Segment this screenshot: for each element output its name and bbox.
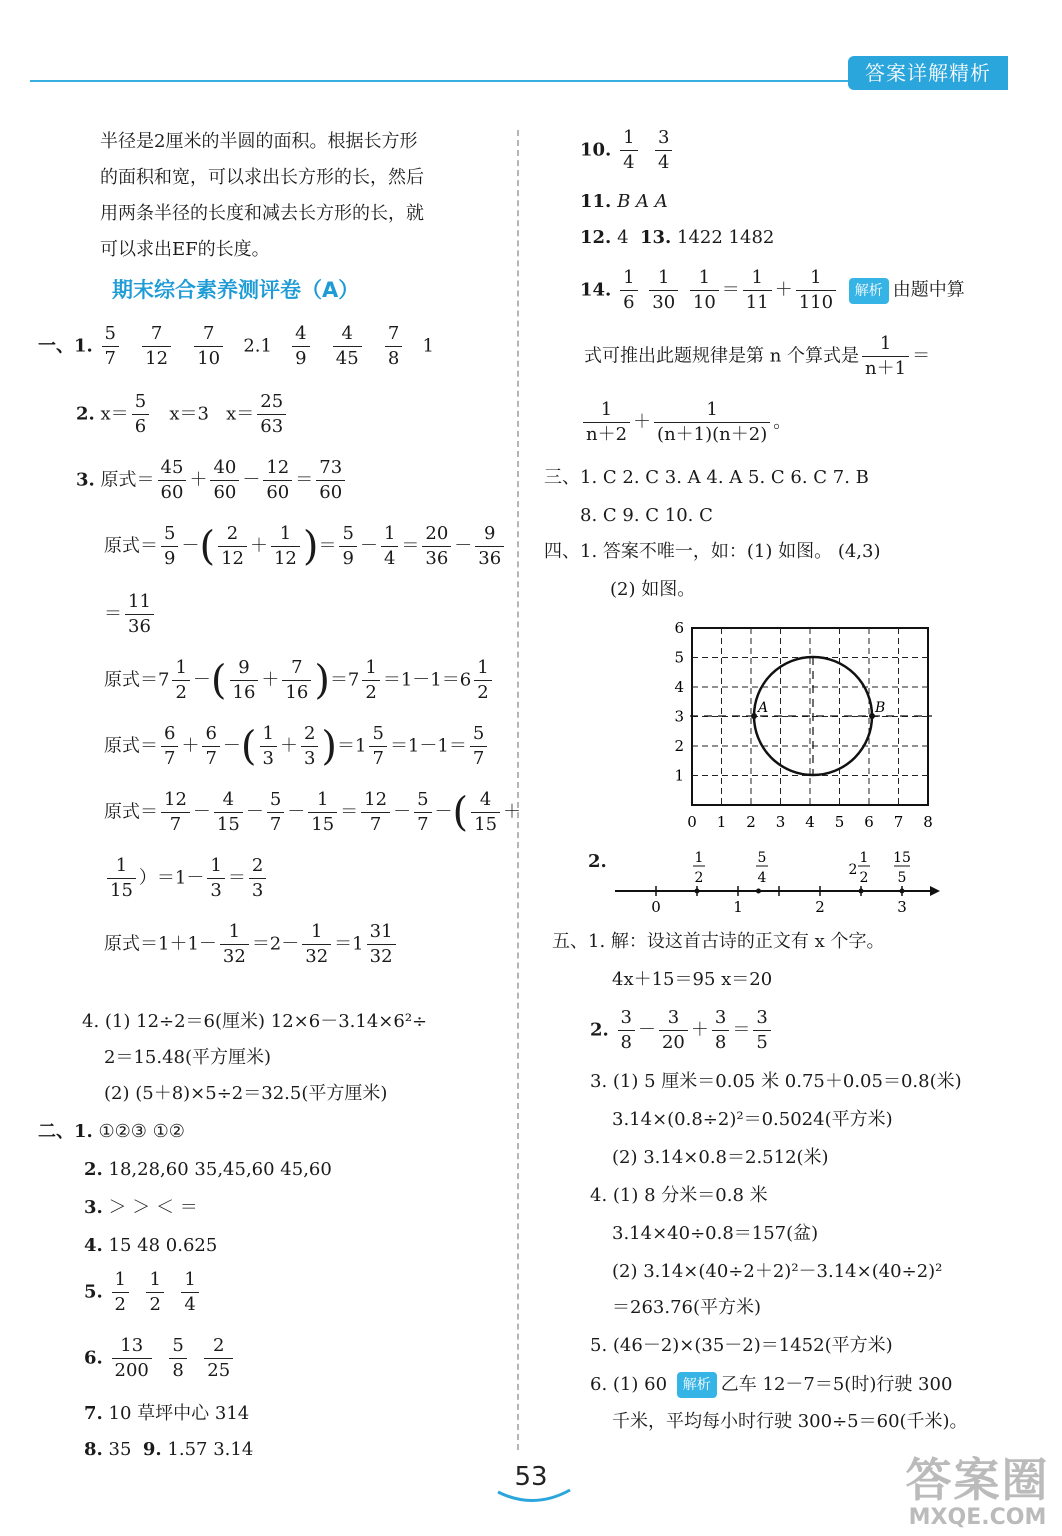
q1-frac-2: $\frac{7}{12}$ (142, 322, 171, 371)
r-q12-label: 12. (580, 227, 612, 248)
s5-q6-tag: 解析 (677, 1372, 717, 1398)
s5-q4-l4: ＝263.76(平方米) (612, 1297, 762, 1318)
q4-line-3: (2) (5＋8)×5÷2＝32.5(平方厘米) (104, 1083, 388, 1104)
r-q14: 14. $\frac{1}{6}$ $\frac{1}{30}$ $\frac{1}{10}$ ＝ $\frac{1}{11}$ ＋ $\frac{1}{110}$ 解析 由题中算 (580, 267, 965, 313)
s5-q4-l3: (2) 3.14×(40÷2＋2)²－3.14×(40÷2)² (612, 1261, 943, 1282)
page-number: 53 (514, 1462, 548, 1492)
s5-q6-b: 乙车 12－7＝5(时)行驶 300 (720, 1374, 953, 1395)
s5-q1-eq: 4x＋15＝95 x＝20 (612, 969, 773, 990)
nl-label-212-whole: 2 (848, 862, 858, 878)
nl-point (859, 889, 864, 894)
q1-frac-7: $\frac{7}{8}$ (385, 322, 402, 371)
s2-q3-val: ＞ ＞ ＜ ＝ (108, 1197, 198, 1218)
x-tick-label: 0 (687, 813, 697, 831)
nl-label-212-num: 1 (859, 850, 869, 866)
y-tick-label: 2 (674, 737, 684, 755)
label-b: B (875, 700, 886, 716)
nl-point (756, 889, 761, 894)
x-tick-label: 6 (864, 813, 874, 831)
q3-r5b: ）＝1－ (138, 867, 205, 889)
q3-row-4: 原式＝ $\frac{6}{7}$ ＋ $\frac{6}{7}$ －( $\frac{1}{3}$ ＋ $\frac{2}{3}$ )＝1 $\frac{5}{7}$ ＝1－1＝ $\frac{5}{7}$ (104, 722, 490, 771)
r-q14-line2: 式可推出此题规律是第 n 个算式是 $\frac{1}{n+1}$ ＝ (584, 333, 931, 379)
r-q14-label: 14. (580, 279, 612, 301)
x-tick-label: 8 (923, 813, 933, 831)
q2-b: x＝3 (169, 403, 209, 425)
q1-row (38, 322, 434, 371)
s2-q1 (38, 1120, 185, 1144)
q3-lead-4: 原式＝ (104, 735, 158, 757)
q3-eq: ＝ (295, 469, 314, 491)
s2-q8 (84, 1438, 253, 1462)
numline-num: 2. (588, 851, 607, 872)
watermark-top: 答案圈 (905, 1453, 1050, 1507)
q2-row: 2. x＝ $\frac{5}{6}$ x＝3 x＝ $\frac{25}{63}$ (76, 390, 289, 439)
s2-q4 (84, 1234, 217, 1258)
r-q10-label: 10. (580, 139, 612, 161)
s2-q3 (84, 1196, 198, 1220)
q3-lead-2: 原式＝ (104, 535, 158, 557)
r-q13-val: 1422 1482 (677, 227, 775, 248)
s5-q4-l1: 4. (1) 8 分米＝0.8 米 (590, 1185, 768, 1206)
x-tick-label: 5 (834, 813, 845, 831)
q3-two: ＝2－ (251, 933, 300, 955)
q3-lead-6: 原式＝ (104, 933, 158, 955)
s4-row-2: (2) 如图。 (610, 579, 696, 600)
x-tick-label: 3 (775, 813, 786, 831)
q3-row-6: 原式＝1＋1－ $\frac{1}{32}$ ＝2－ $\frac{1}{32}$ ＝1 $\frac{31}{32}$ (104, 920, 399, 969)
y-tick-label: 6 (674, 619, 684, 637)
s2-q1-label: 二、1. (38, 1121, 93, 1142)
s5-q6-l2: 千米，平均每小时行驶 300÷5＝60(千米)。 (612, 1411, 968, 1432)
q2-label: 2. (76, 403, 95, 425)
point-a (751, 713, 757, 719)
r-q14-line3: $\frac{1}{n+2}$ ＋ $\frac{1}{(n+1)(n+2)}$ 。 (580, 398, 791, 447)
page-number-swoosh (494, 1488, 574, 1508)
nl-label-54-den: 4 (757, 870, 767, 886)
y-tick-label: 4 (674, 678, 684, 696)
q3-lead-5: 原式＝ (104, 801, 158, 823)
r-q11 (580, 190, 668, 214)
x-tick-label: 1 (716, 813, 727, 831)
r-q14-tag: 解析 (849, 278, 889, 304)
s2-q6: 6. $\frac{13}{200}$ $\frac{5}{8}$ $\frac{2}{25}$ (84, 1334, 236, 1383)
r-q14-text: 由题中算 (892, 279, 965, 301)
y-tick-label: 1 (674, 766, 684, 785)
q3-r4b: ＝1－1＝ (389, 735, 467, 757)
nl-tick-label: 3 (897, 898, 907, 916)
q3-row-3: 原式＝7 $\frac{1}{2}$ －( $\frac{9}{16}$ ＋ $\frac{7}{16}$ )＝7 $\frac{1}{2}$ ＝1－1＝6 $\frac{1}{2}$ (104, 656, 495, 705)
q1-frac-5: $\frac{4}{9}$ (292, 322, 309, 371)
r-q12 (580, 226, 774, 250)
r-q12-val: 4 (617, 227, 629, 248)
nl-label-54-num: 5 (757, 850, 767, 866)
nl-tick-label: 1 (733, 898, 743, 916)
intro-line-2: 的面积和宽，可以求出长方形的长，然后 (100, 167, 424, 188)
x-tick-label: 7 (893, 813, 904, 831)
q4-line-1: 4. (1) 12÷2＝6(厘米) 12×6－3.14×6²÷ (82, 1011, 428, 1032)
r-q10: 10. $\frac{1}{4}$ $\frac{3}{4}$ (580, 126, 675, 175)
s2-q2-label: 2. (84, 1159, 103, 1180)
s5-q3-l3: (2) 3.14×0.8＝2.512(米) (612, 1147, 829, 1168)
s5-q5: 5. (46－2)×(35－2)＝1452(平方米) (590, 1335, 893, 1356)
s2-q1-val: ①②③ ①② (98, 1121, 185, 1142)
q2-a: x＝ (100, 403, 129, 425)
s2-q7-label: 7. (84, 1403, 103, 1424)
q3-lead-3: 原式＝ (104, 669, 158, 691)
q1-frac-3: $\frac{7}{10}$ (194, 322, 223, 371)
q3-label: 3. (76, 469, 95, 491)
nl-label-212-den: 2 (859, 870, 869, 886)
s3-row-1: 三、1. C 2. C 3. A 4. A 5. C 6. C 7. B (544, 467, 869, 488)
watermark-bottom: MXQE.COM (908, 1505, 1047, 1530)
q1-frac-6: $\frac{4}{45}$ (333, 322, 362, 371)
s2-q9-val: 1.57 3.14 (167, 1439, 254, 1460)
s5-q2-label: 2. (590, 1019, 609, 1041)
s2-q4-label: 4. (84, 1235, 103, 1256)
s2-q2 (84, 1158, 332, 1182)
header-rule (30, 80, 860, 82)
s2-q8-label: 8. (84, 1439, 103, 1460)
s5-q2: 2. $\frac{3}{8}$ － $\frac{3}{20}$ ＋ $\frac{3}{8}$ ＝ $\frac{3}{5}$ (590, 1006, 774, 1055)
nl-point (695, 889, 700, 894)
intro-line-1: 半径是2厘米的半圆的面积。根据长方形 (100, 131, 418, 152)
q3-r2c: ＝1 (334, 933, 364, 955)
s2-q3-label: 3. (84, 1197, 103, 1218)
number-line (610, 840, 940, 920)
nl-label-half-den: 2 (694, 870, 704, 886)
numline-label (588, 850, 607, 874)
q3-row-5: 原式＝ $\frac{12}{7}$ － $\frac{4}{15}$ － $\frac{5}{7}$ － $\frac{1}{15}$ ＝ $\frac{12}{7}$ － $\frac{5}{7}$ －( $\frac{4}{15}$ ＋ (104, 789, 522, 836)
s2-q2-val: 18,28,60 35,45,60 45,60 (108, 1159, 332, 1180)
nl-point (900, 889, 905, 894)
q2-c: x＝ (226, 403, 255, 425)
x-tick-label: 2 (746, 813, 756, 831)
y-tick-label: 3 (674, 707, 684, 726)
r-q13-label: 13. (639, 227, 672, 248)
header-tab: 答案详解精析 (848, 56, 1008, 90)
intro-line-3: 用两条半径的长度和减去长方形的长，就 (100, 203, 424, 224)
s2-q8-val: 35 (108, 1439, 132, 1460)
y-tick-label: 5 (674, 648, 684, 667)
r-q11-val: B A A (617, 191, 668, 212)
nl-tick-label: 2 (815, 898, 825, 916)
r-q14-l2: 式可推出此题规律是第 n 个算式是 (584, 345, 860, 367)
s2-q7-val: 10 草坪中心 314 (108, 1403, 250, 1424)
s5-q1: 五、1. 解：设这首古诗的正文有 x 个字。 (552, 931, 885, 952)
q3-r4: ＝1－1＝ (382, 669, 460, 691)
q1-label: 一、1. (38, 335, 93, 357)
r-q14-end: 。 (773, 411, 792, 433)
s3-row-2: 8. C 9. C 10. C (580, 505, 713, 526)
coordinate-grid (670, 618, 950, 833)
s2-q5: 5. $\frac{1}{2}$ $\frac{1}{2}$ $\frac{1}{4}$ (84, 1268, 202, 1317)
s2-q9-label: 9. (142, 1439, 162, 1460)
q3-lead: 原式＝ (100, 469, 155, 491)
q4-line-2: 2＝15.48(平方厘米) (104, 1047, 272, 1068)
nl-label-155-den: 5 (897, 870, 907, 886)
q3-row-5b: $\frac{1}{15}$ ）＝1－ $\frac{1}{3}$ ＝ $\frac{2}{3}$ (104, 854, 269, 903)
q1-val-8: 1 (422, 335, 434, 357)
exam-title: 期末综合素养测评卷（A） (112, 278, 360, 302)
q3-row-2: 原式＝ $\frac{5}{9}$ －( $\frac{2}{12}$ ＋ $\frac{1}{12}$ )＝ $\frac{5}{9}$ － $\frac{1}{4}$ ＝ $\frac{20}{36}$ － $\frac{9}{36}$ (104, 522, 507, 571)
watermark (900, 1455, 1055, 1531)
s4-row-1: 四、1. 答案不唯一，如：(1) 如图。 (4,3) (544, 541, 881, 562)
label-a: A (758, 700, 769, 716)
q3-row-2b: ＝ $\frac{11}{36}$ (104, 590, 157, 639)
s2-q4-val: 15 48 0.625 (108, 1235, 218, 1256)
nl-tick-label: 0 (651, 898, 661, 916)
nl-label-155-num: 15 (893, 850, 911, 866)
q3-row-1: 3. 原式＝ $\frac{45}{60}$ ＋ $\frac{40}{60}$ － $\frac{12}{60}$ ＝ $\frac{73}{60}$ (76, 456, 348, 505)
s2-q7 (84, 1402, 249, 1426)
x-tick-label: 4 (805, 813, 815, 831)
s5-q3-l2: 3.14×(0.8÷2)²＝0.5024(平方米) (612, 1109, 893, 1130)
intro-line-4: 可以求出EF的长度。 (100, 239, 270, 260)
r-q11-label: 11. (580, 191, 612, 212)
s5-q6-l1 (590, 1372, 952, 1398)
q1-frac-1: $\frac{5}{7}$ (102, 322, 119, 371)
s5-q6-a: 6. (1) 60 (590, 1374, 668, 1395)
s5-q3-l1: 3. (1) 5 厘米＝0.05 米 0.75＋0.05＝0.8(米) (590, 1071, 962, 1092)
s5-q4-l2: 3.14×40÷0.8＝157(盆) (612, 1223, 819, 1244)
nl-label-half-num: 1 (694, 850, 704, 866)
q1-val-4: 2.1 (243, 335, 272, 357)
